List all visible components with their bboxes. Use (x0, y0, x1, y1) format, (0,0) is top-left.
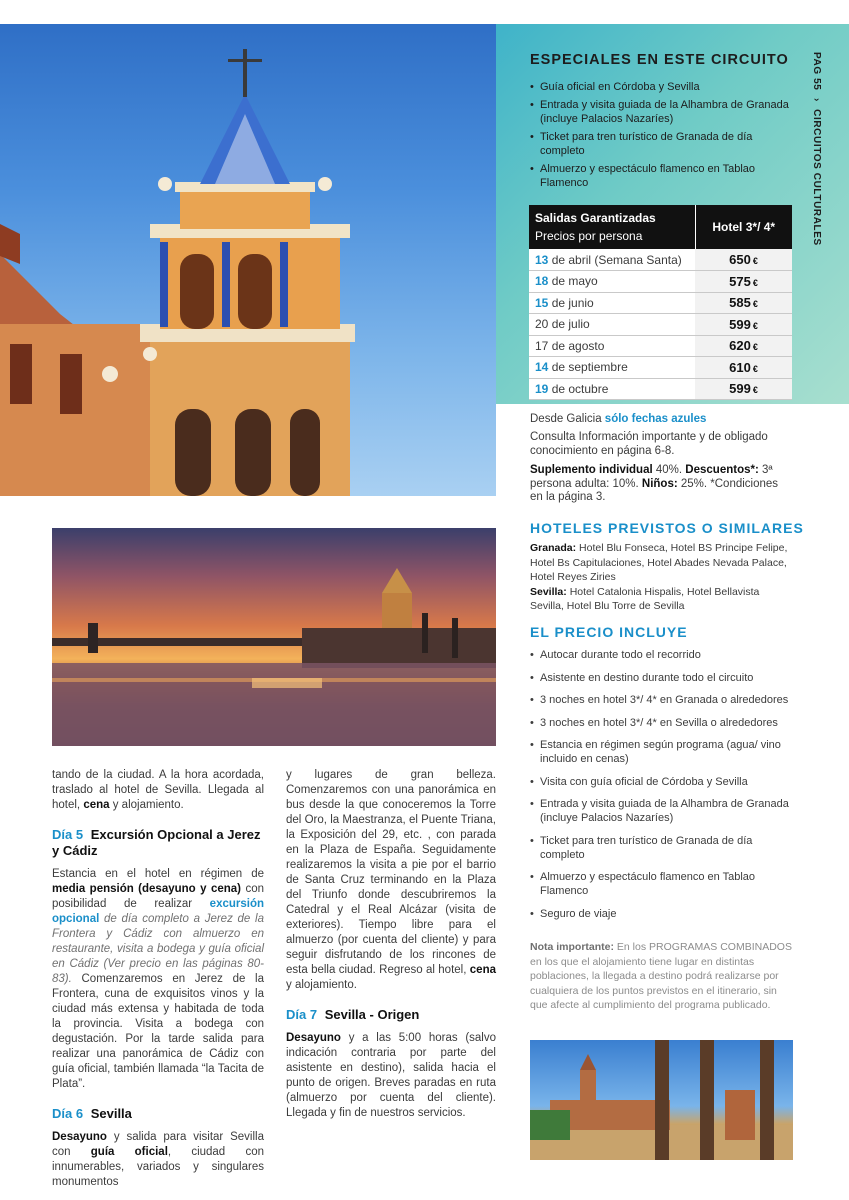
departure-day: 13 (535, 252, 549, 267)
text: y lugares de gran belleza. Comenzaremos con una panorámica en bus desde la que conoceremos la Torre del Oro, la Maestranza, el Puente Triana, la Exposición del 29, etc. , con parada en la Plaza de España. Seguidamente realizaremos la visita a pie por el barrio de Santa Cruz terminando en la Plaza del Triunfo donde descubriremos la Catedral y el Real Alcázar (visita de exteriores). Tiempo libre para el almuerzo (por cuenta del cliente) y para seguir disfrutando de los rincones de esta bella ciudad. Regreso al hotel, (286, 769, 496, 976)
consult-note: Consulta Información importante y de obligado conocimiento en página 6-8. (530, 431, 768, 457)
price-value: 610 (729, 359, 751, 375)
text: y a las 5:00 horas (salvo indicación contraria por parte del asistente en destino), salida hacia el punto de origen. Breves paradas en ruta (almuerzo por cuenta del cliente). Llegada y fin de nuestros servicios. (286, 1032, 496, 1119)
day6-text (52, 1130, 264, 1190)
supplement-value: 40%. (652, 464, 686, 476)
departure-month: de julio (548, 317, 590, 332)
day7-heading (286, 1007, 496, 1023)
table-row (529, 378, 792, 400)
table-row (529, 314, 792, 336)
day6-number: Día 6 (52, 1106, 84, 1121)
departure-date (529, 378, 695, 400)
list-item: • 3 noches en hotel 3*/ 4* en Sevilla o alrededores (530, 716, 792, 730)
header-departures (529, 205, 695, 249)
text: y alojamiento. (286, 979, 357, 991)
departure-date (529, 357, 695, 379)
departure-month: de mayo (548, 274, 598, 289)
price-value: 599 (729, 316, 751, 332)
page-number: PAG 55 (811, 52, 822, 91)
granada-hotels: Hotel Blu Fonseca, Hotel BS Principe Felipe, Hotel Bs Capitulaciones, Hotel Abades Nevada Palace, Hotel Reyes Ziries (530, 542, 788, 583)
price-cell (695, 314, 792, 336)
departure-month: de junio (548, 295, 594, 310)
photo-sevilla-church-tower (0, 24, 496, 496)
departure-month: de octubre (548, 381, 609, 396)
day6-title: Sevilla (90, 1106, 132, 1121)
header-hotel: Hotel 3*/ 4* (695, 205, 792, 249)
sevilla-label: Sevilla: (530, 585, 567, 598)
price-cell (695, 357, 792, 379)
text-bold: guía oficial (90, 1146, 168, 1158)
optional-excursion-highlight: excursión opcional (52, 898, 264, 925)
text-bold: media pensión (desayuno y cena) (52, 883, 242, 895)
table-row (529, 249, 792, 271)
includes-title: EL PRECIO INCLUYE (530, 624, 688, 640)
header-title: Salidas Garantizadas (535, 211, 656, 225)
currency-symbol: € (752, 385, 758, 396)
includes-list (530, 648, 792, 929)
note-text: En los PROGRAMAS COMBINADOS en los que el alojamiento tiene lugar en distintas poblaciones, la llegada a destino podrá realizarse por cualquiera de los puntos previstos en el itinerario, sin que afecte al cumplimiento del programa publicado. (530, 941, 792, 1011)
header-subtitle: Precios por persona (535, 229, 643, 243)
galicia-prefix: Desde Galicia (530, 413, 605, 425)
list-item: • Almuerzo y espectáculo flamenco en Tablao Flamenco (530, 870, 792, 898)
galicia-highlight: sólo fechas azules (604, 413, 707, 425)
hotels-title: HOTELES PREVISTOS O SIMILARES (530, 520, 804, 536)
children-value: 25%. *Condiciones en la página 3. (530, 477, 779, 503)
photo-plaza-de-espana (530, 1040, 793, 1160)
price-cell (695, 271, 792, 293)
day5-number: Día 5 (52, 827, 84, 842)
departure-month: de septiembre (548, 360, 628, 375)
departure-day: 19 (535, 381, 549, 396)
itinerary-column-middle (286, 768, 496, 1121)
text: y salida para visitar Sevilla con (52, 1131, 264, 1158)
page-label (811, 52, 822, 246)
day6-continued (286, 768, 496, 993)
price-value: 599 (729, 381, 751, 397)
text: tando de la ciudad. A la hora acordada, traslado al hotel de Sevilla. Llegada al hotel, (52, 769, 264, 811)
departure-date (529, 271, 695, 293)
text: Estancia en el hotel en régimen de (52, 868, 264, 880)
children-label: Niños: (641, 477, 678, 490)
specials-list (530, 80, 800, 194)
day4-ending (52, 768, 264, 813)
table-row (529, 271, 792, 293)
day7-title: Sevilla - Origen (324, 1007, 420, 1022)
departure-date (529, 314, 695, 336)
table-header-row (529, 205, 792, 249)
specials-title: ESPECIALES EN ESTE CIRCUITO (530, 52, 789, 68)
currency-symbol: € (752, 256, 758, 266)
departure-date (529, 335, 695, 357)
list-item: • Entrada y visita guiada de la Alhambra de Granada (incluye Palacios Nazaríes) (530, 98, 800, 126)
text-bold: Desayuno (52, 1131, 107, 1143)
list-item: • Guía oficial en Córdoba y Sevilla (530, 80, 800, 94)
itinerary-column-left (52, 768, 264, 1190)
text: y alojamiento. (109, 799, 184, 811)
day5-title: Excursión Opcional a Jerez y Cádiz (52, 827, 261, 858)
departure-date (529, 249, 695, 271)
departure-day: 17 (535, 338, 549, 353)
currency-symbol: € (752, 277, 758, 288)
list-item: • Ticket para tren turístico de Granada de día completo (530, 834, 792, 862)
text: con posibilidad de realizar (52, 883, 264, 910)
departure-month: de abril (Semana Santa) (548, 252, 682, 267)
important-note (530, 940, 795, 1013)
discounts-value: 3ª persona adulta: 10%. (530, 464, 773, 490)
text-italic: de día completo a Jerez de la Frontera y Cádiz con almuerzo en restaurante, visita a bodega y guía oficial en Cádiz (Ver precio en las páginas 80-83). (52, 913, 264, 985)
list-item: • Almuerzo y espectáculo flamenco en Tablao Flamenco (530, 162, 800, 190)
departure-day: 14 (535, 360, 549, 375)
departure-date (529, 292, 695, 314)
currency-symbol: € (752, 363, 758, 374)
day5-text (52, 867, 264, 1092)
galicia-note (530, 413, 792, 427)
currency-symbol: € (752, 320, 758, 331)
price-value: 620 (729, 338, 751, 354)
note-label: Nota importante: (530, 941, 614, 953)
day5-heading (52, 827, 264, 859)
price-value: 585 (729, 295, 751, 311)
hotels-list (530, 541, 795, 614)
currency-symbol: € (752, 342, 758, 353)
list-item: • Estancia en régimen según programa (agua/ vino incluido en cenas) (530, 738, 792, 766)
sevilla-hotels: Hotel Catalonia Hispalis, Hotel Bellavista Sevilla, Hotel Blu Torre de Sevilla (530, 585, 760, 612)
granada-label: Granada: (530, 542, 577, 554)
price-value: 575 (729, 273, 751, 289)
price-cell (695, 292, 792, 314)
currency-symbol: € (752, 299, 758, 310)
separator-icon: › (811, 97, 822, 102)
text: Comenzaremos en Jerez de la Frontera, cuna de exquisitos vinos y la ciudad más extensa y habitada de toda la provincia. Visita a bodega con degustación. Por la tarde salida para realizar una panorámica de Cádiz con guía oficial, también llamada “la Tacita de Plata”. (52, 973, 264, 1090)
text-bold: cena (83, 799, 110, 811)
departure-day: 15 (535, 295, 549, 310)
table-row (529, 357, 792, 379)
discounts-label: Descuentos*: (685, 464, 759, 476)
day7-number: Día 7 (286, 1007, 318, 1022)
price-table-body (529, 249, 792, 400)
table-row (529, 335, 792, 357)
price-value: 650 (729, 252, 751, 267)
text-bold: cena (469, 964, 496, 976)
list-item: • Asistente en destino durante todo el circuito (530, 671, 792, 685)
list-item: • Visita con guía oficial de Córdoba y Sevilla (530, 775, 792, 789)
photo-sevilla-river-sunset (52, 528, 496, 746)
list-item: • Autocar durante todo el recorrido (530, 648, 792, 662)
list-item: • Ticket para tren turístico de Granada de día completo (530, 130, 800, 158)
departure-day: 20 (535, 317, 549, 332)
table-row (529, 292, 792, 314)
list-item: • Entrada y visita guiada de la Alhambra de Granada (incluye Palacios Nazaríes) (530, 797, 792, 825)
section-name: CIRCUITOS CULTURALES (811, 109, 822, 246)
price-cell (695, 335, 792, 357)
supplement-note (530, 464, 792, 505)
list-item: • 3 noches en hotel 3*/ 4* en Granada o alrededores (530, 693, 792, 707)
price-cell (695, 378, 792, 400)
text-bold: Desayuno (286, 1032, 341, 1044)
text: , ciudad con innumerables, variados y singulares monumentos (52, 1146, 264, 1188)
price-cell (695, 249, 792, 271)
departure-month: de agosto (548, 338, 605, 353)
supplement-label: Suplemento individual (530, 464, 653, 476)
list-item: • Seguro de viaje (530, 907, 792, 921)
day6-heading (52, 1106, 264, 1122)
departure-day: 18 (535, 274, 549, 289)
price-table (529, 205, 792, 400)
day7-text (286, 1031, 496, 1121)
